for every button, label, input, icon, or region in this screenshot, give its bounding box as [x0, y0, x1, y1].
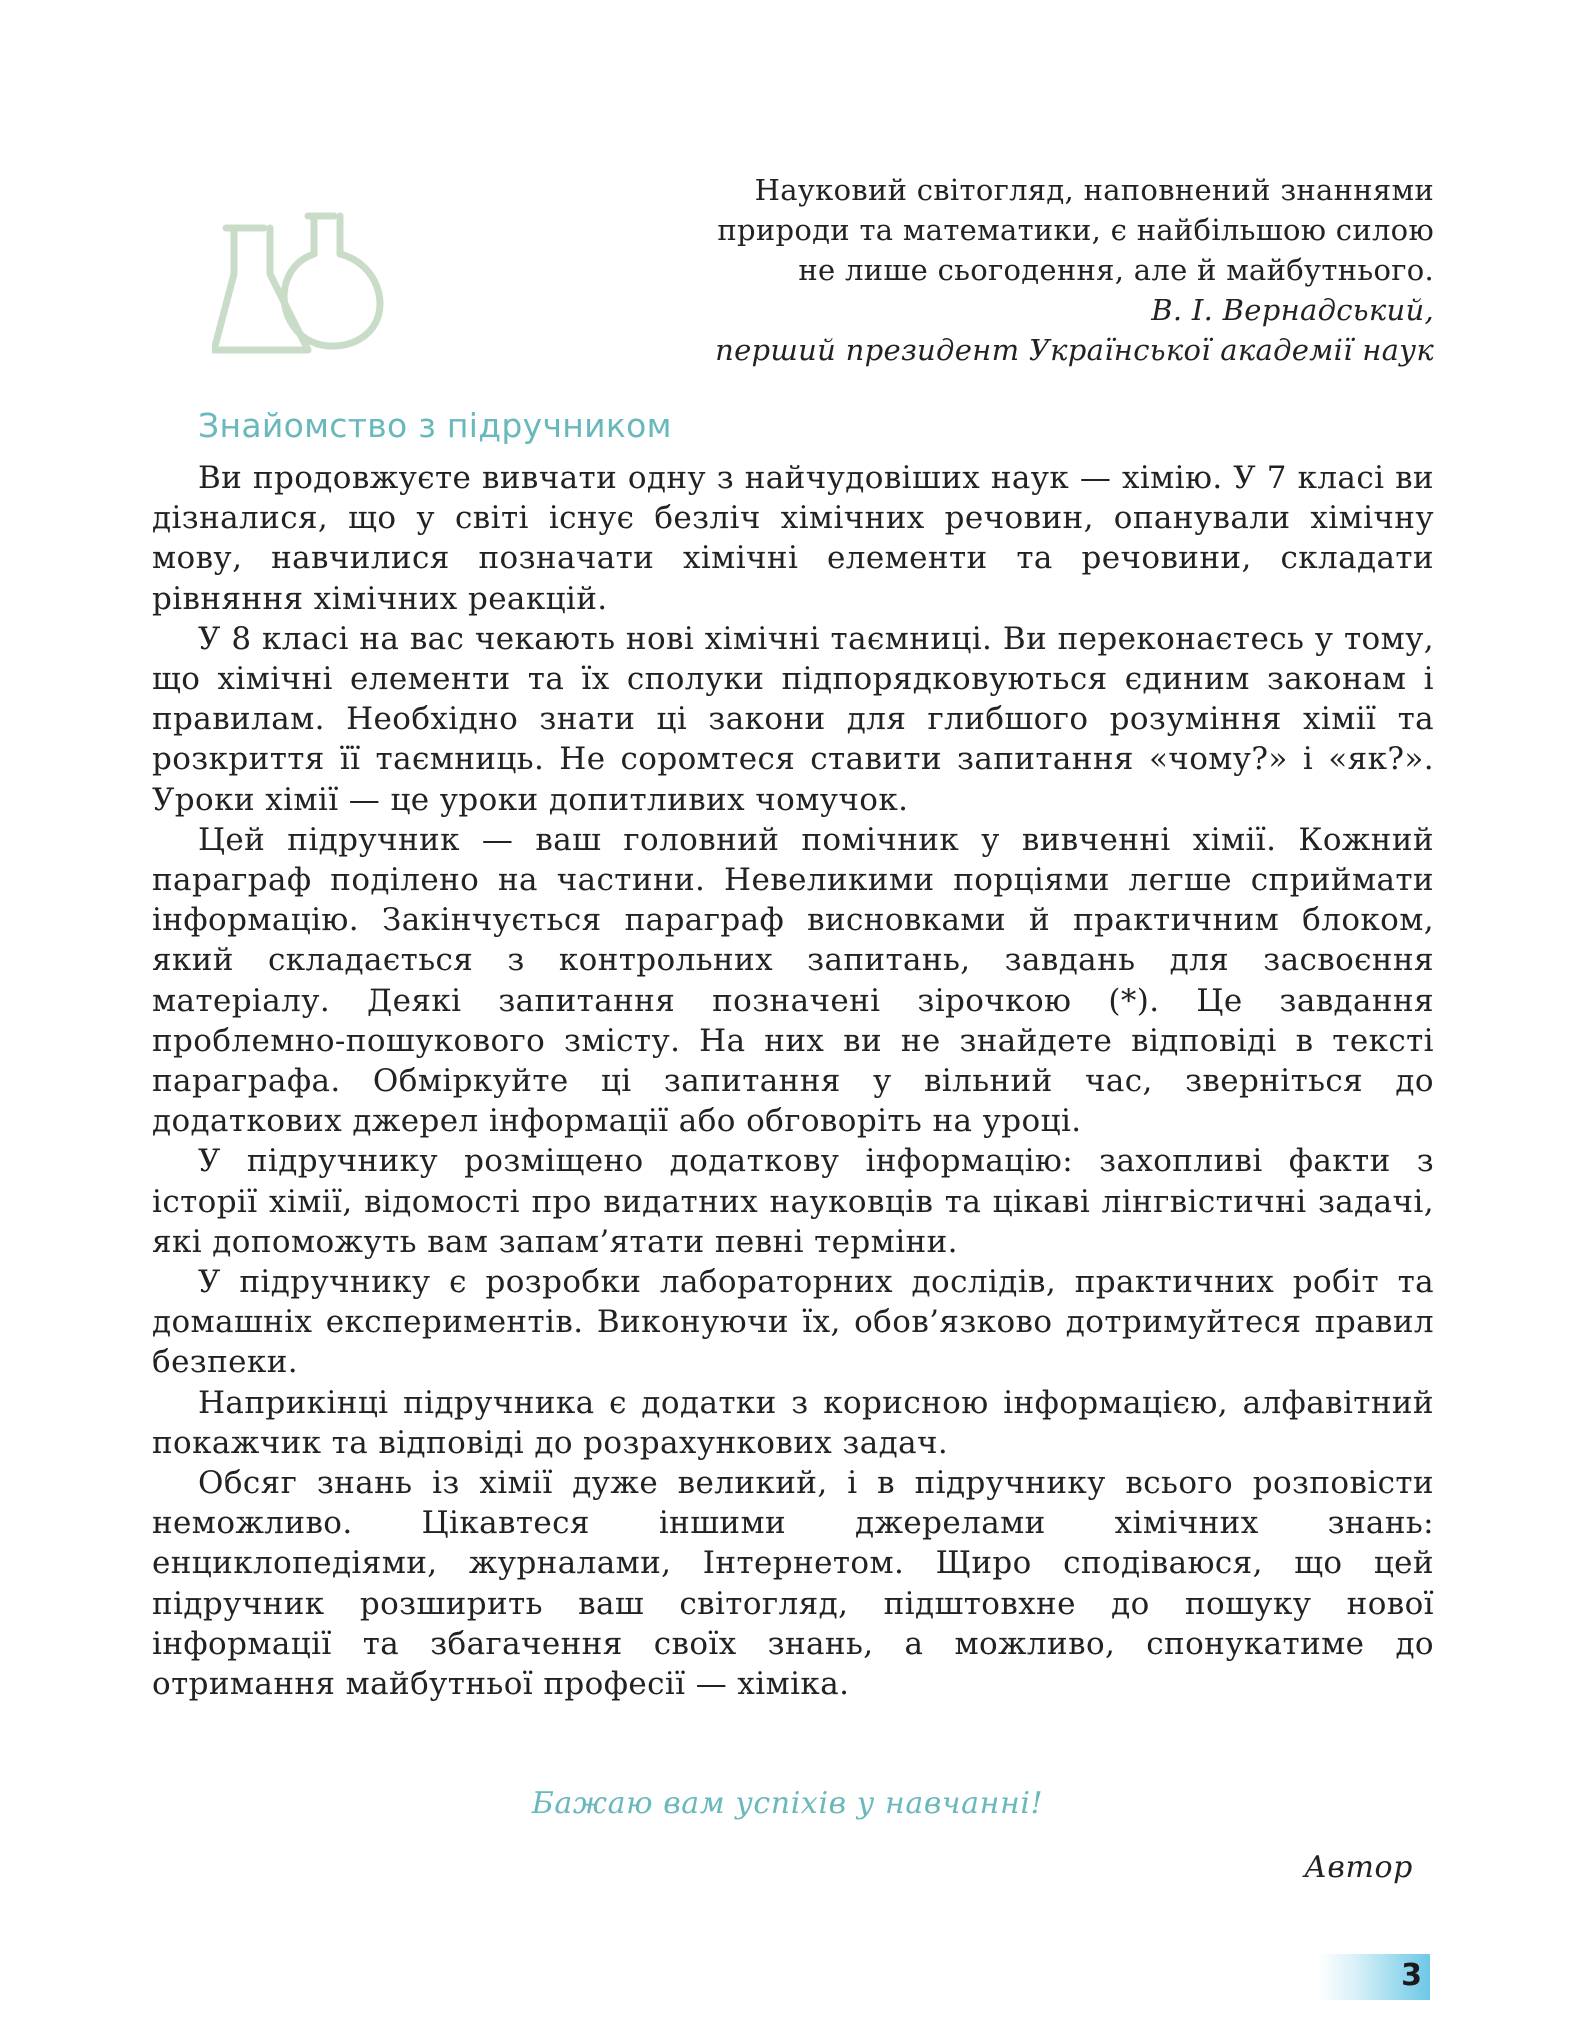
section-title: Знайомство з підручником [198, 406, 672, 445]
page-number-tab [1318, 1954, 1430, 2000]
paragraph: У підручнику розміщено додаткову інформацію: захопливі факти з історії хімії, відомості про видатних науковців та цікаві лінгвістичні задачі, які допоможуть вам запам’ятати певні терміни. [152, 1143, 1434, 1260]
author-signature: Автор [1304, 1850, 1413, 1885]
body-text [152, 458, 1434, 1704]
epigraph-author-title: перший президент Української академії наук [715, 333, 1434, 367]
page-number: 3 [1401, 1958, 1422, 1993]
epigraph-author: В. І. Вернадський, [1151, 293, 1434, 327]
paragraph: Ви продовжуєте вивчати одну з найчудовіших наук — хімію. У 7 класі ви дізналися, що у світі існує безліч хімічних речовин, опанували хімічну мову, навчилися позначати хімічні елементи та речовини, складати рівняння хімічних реакцій. [152, 460, 1434, 617]
paragraph: Обсяг знань із хімії дуже великий, і в підручнику всього розповісти неможливо. Цікавтеся іншими джерелами хімічних знань: енциклопедіями, журналами, Інтернетом. Щиро сподіваюся, що цей підручник розширить ваш світогляд, підштовхне до пошуку нової інформації та збагачення своїх знань, а можливо, спонукатиме до отримання майбутньої професії — хіміка. [152, 1465, 1434, 1703]
paragraph: Цей підручник — ваш головний помічник у вивченні хімії. Кожний параграф поділено на частини. Невеликими порціями легше сприймати інформацію. Закінчується параграф висновками й практичним блоком, який складається з контрольних запитань, завдань для засвоєння матеріалу. Деякі запитання позначені зірочкою (*). Це завдання проблемно-пошукового змісту. На них ви не знайдете відповіді в тексті параграфа. Обміркуйте ці запитання у вільний час, зверніться до додаткових джерел інформації або обговоріть на уроці. [152, 821, 1434, 1140]
closing-wish: Бажаю вам успіхів у навчанні! [531, 1786, 1044, 1821]
paragraph: У 8 класі на вас чекають нові хімічні таємниці. Ви переконаєтесь у тому, що хімічні елементи та їх сполуки підпорядковуються єдиним законам і правилам. Необхідно знати ці закони для глибшого розуміння хімії та розкриття її таємниць. Не соромтеся ставити запитання «чому?» і «як?». Уроки хімії — це уроки допитливих чомучок. [152, 620, 1434, 818]
epigraph-line: не лише сьогодення, але й майбутнього. [798, 253, 1434, 287]
epigraph [534, 170, 1434, 370]
paragraph: Наприкінці підручника є додатки з корисною інформацією, алфавітний покажчик та відповіді до розрахункових задач. [152, 1384, 1434, 1461]
epigraph-line: природи та математики, є найбільшою силою [717, 213, 1434, 247]
paragraph: У підручнику є розробки лабораторних дослідів, практичних робіт та домашніх експериментів. Виконуючи їх, обов’язково дотримуйтеся правил безпеки. [152, 1264, 1434, 1381]
flasks-icon [212, 210, 392, 370]
epigraph-line: Науковий світогляд, наповнений знаннями [754, 173, 1434, 207]
